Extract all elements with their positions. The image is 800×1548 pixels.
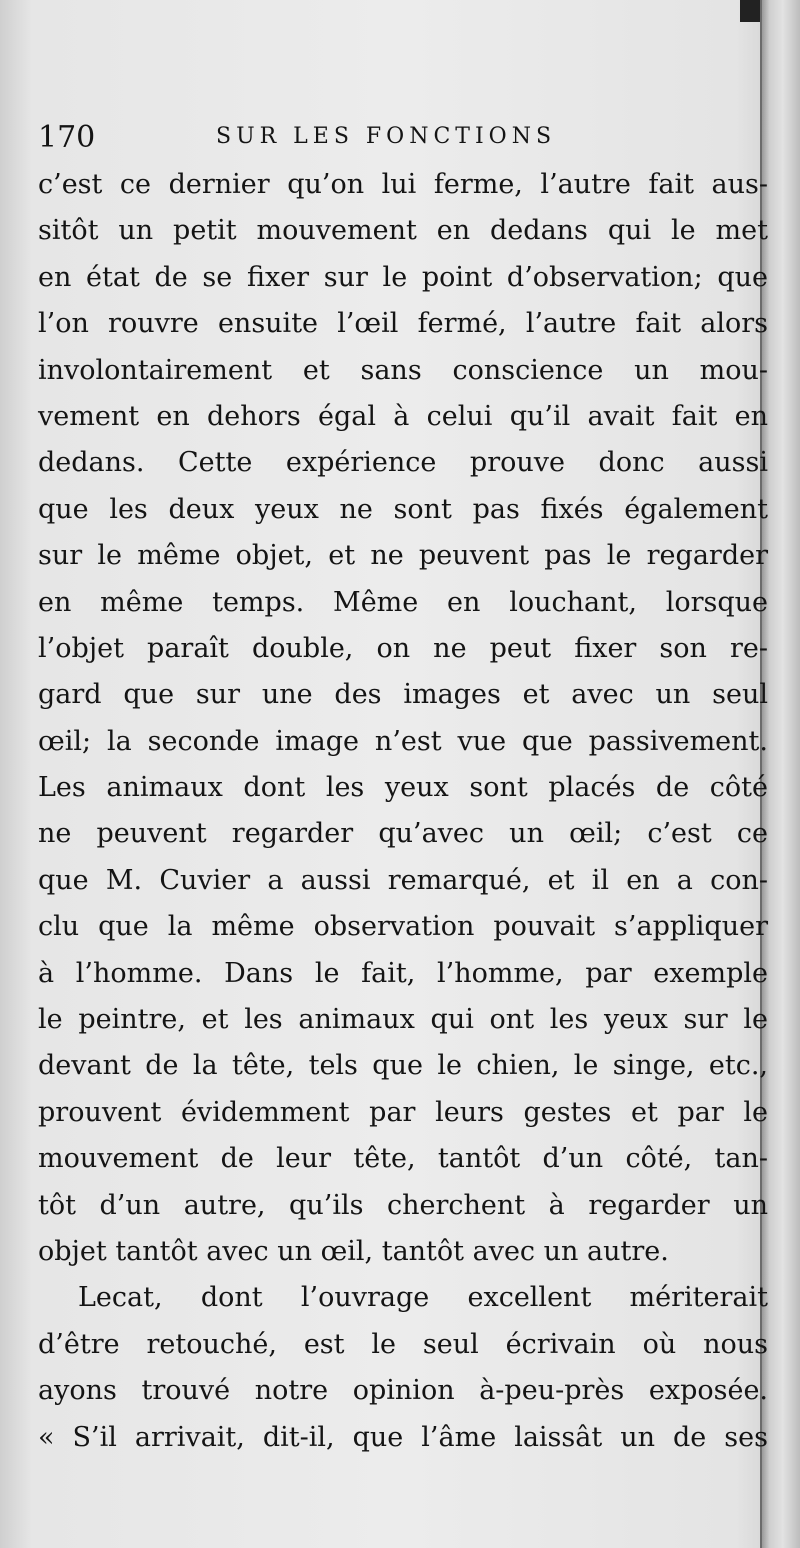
text-line: que les deux yeux ne sont pas fixés également (38, 493, 768, 525)
text-line: vement en dehors égal à celui qu’il avait fait en (38, 400, 768, 432)
text-line: en même temps. Même en louchant, lorsque (38, 586, 768, 618)
text-line: le peintre, et les animaux qui ont les yeux sur le (38, 1004, 768, 1036)
text-line: ne peuvent regarder qu’avec un œil; c’est ce (38, 818, 768, 850)
running-head (38, 110, 768, 162)
text-line: « S’il arrivait, dit-il, que l’âme laissât un de ses (38, 1421, 768, 1453)
text-line: ayons trouvé notre opinion à-peu-près exposée. (38, 1375, 768, 1407)
text-line: l’objet paraît double, on ne peut fixer son re- (38, 632, 768, 664)
text-line: clu que la même observation pouvait s’appliquer (38, 911, 768, 943)
text-line: sur le même objet, et ne peuvent pas le regarder (38, 540, 768, 572)
running-title: SUR LES FONCTIONS (216, 124, 557, 149)
text-line: objet tantôt avec un œil, tantôt avec un autre. (38, 1235, 669, 1267)
text-line: Les animaux dont les yeux sont placés de côté (38, 772, 768, 804)
text-block (38, 110, 768, 1461)
text-line: gard que sur une des images et avec un seul (38, 679, 768, 711)
text-line: sitôt un petit mouvement en dedans qui le met (38, 215, 768, 247)
text-line: œil; la seconde image n’est vue que passivement. (38, 725, 768, 757)
text-line: Lecat, dont l’ouvrage excellent mériterait (78, 1282, 768, 1314)
text-line: tôt d’un autre, qu’ils cherchent à regarder un (38, 1189, 768, 1221)
text-line: à l’homme. Dans le fait, l’homme, par exemple (38, 957, 768, 989)
text-line: d’être retouché, est le seul écrivain où nous (38, 1328, 768, 1360)
text-line: mouvement de leur tête, tantôt d’un côté, tan- (38, 1143, 768, 1175)
text-line: que M. Cuvier a aussi remarqué, et il en a con- (38, 864, 768, 896)
text-line: prouvent évidemment par leurs gestes et par le (38, 1096, 768, 1128)
body-text (38, 162, 768, 1461)
text-line: involontairement et sans conscience un mou- (38, 354, 768, 386)
text-line: l’on rouvre ensuite l’œil fermé, l’autre fait alors (38, 308, 768, 340)
text-line: en état de se fixer sur le point d’observation; que (38, 261, 768, 293)
text-line: devant de la tête, tels que le chien, le singe, etc., (38, 1050, 768, 1082)
text-line: c’est ce dernier qu’on lui ferme, l’autre fait aus- (38, 169, 768, 200)
text-line: dedans. Cette expérience prouve donc aussi (38, 447, 768, 479)
page-number: 170 (38, 120, 96, 155)
